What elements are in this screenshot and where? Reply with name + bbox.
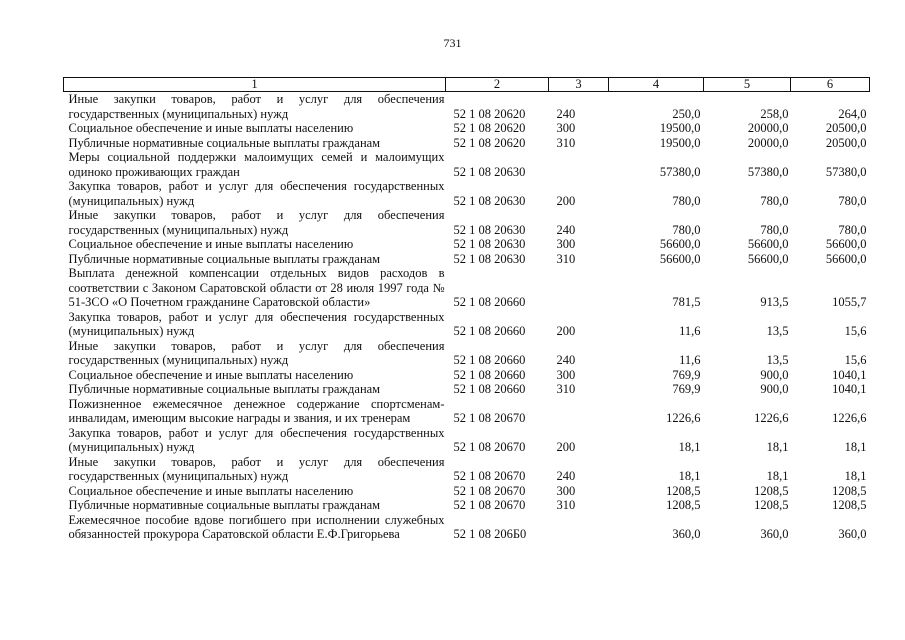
row-value-1-cell: 56600,0 [659, 251, 701, 266]
row-code-cell: 52 1 08 20620 [453, 121, 526, 135]
row-value-1-cell: 769,9 [672, 382, 701, 396]
row-value-1-cell: 360,0 [672, 527, 701, 541]
table-row [64, 498, 870, 513]
row-value-1-cell: 1226,6 [666, 411, 701, 425]
table-row [64, 179, 870, 208]
row-code-cell: 52 1 08 20670 [453, 498, 526, 512]
row-name-cell: Публичные нормативные социальные выплаты гражданам [68, 251, 381, 266]
row-name-cell: Иные закупки товаров, работ и услуг для обеспечения государственных (муниципальных) нужд [68, 338, 445, 367]
row-value-3-cell: 18,1 [844, 469, 867, 483]
row-value-3-cell: 1040,1 [832, 367, 867, 382]
row-type-cell: 200 [556, 193, 576, 208]
row-code-cell: 52 1 08 20630 [453, 164, 526, 179]
row-name-cell: Ежемесячное пособие вдове погибшего при исполнении служебных обязанностей прокурора Саратовской области Е.Ф.Григорьева [68, 512, 445, 541]
table-row [64, 136, 870, 151]
column-header-value-1: 4 [609, 78, 704, 92]
row-value-3-cell: 1208,5 [832, 498, 867, 512]
table-row [64, 513, 870, 542]
row-type-cell: 300 [556, 237, 576, 251]
table-row [64, 484, 870, 499]
column-header-value-2: 5 [704, 78, 791, 92]
row-name-cell: Меры социальной поддержки малоимущих семей и малоимущих одиноко проживающих граждан [68, 150, 445, 179]
row-value-2-cell: 900,0 [760, 382, 789, 396]
row-name-cell: Публичные нормативные социальные выплаты гражданам [68, 382, 381, 396]
row-name-cell: Социальное обеспечение и иные выплаты населению [68, 367, 354, 382]
row-value-3-cell: 1040,1 [832, 382, 867, 396]
row-value-3-cell: 20500,0 [825, 135, 867, 150]
row-name-cell: Иные закупки товаров, работ и услуг для обеспечения государственных (муниципальных) нужд [68, 454, 445, 483]
row-name-cell: Иные закупки товаров, работ и услуг для обеспечения государственных (муниципальных) нужд [68, 92, 445, 121]
row-name-cell: Социальное обеспечение и иные выплаты населению [68, 121, 354, 135]
table-row [64, 150, 870, 179]
row-type-cell: 200 [556, 440, 576, 454]
row-code-cell: 52 1 08 20620 [453, 106, 526, 121]
row-value-2-cell: 18,1 [766, 440, 789, 454]
row-name-cell: Закупка товаров, работ и услуг для обеспечения государственных (муниципальных) нужд [68, 179, 445, 208]
row-value-3-cell: 780,0 [838, 193, 867, 208]
row-type-cell [549, 397, 609, 426]
row-value-1-cell: 1208,5 [666, 483, 701, 498]
row-value-1-cell: 18,1 [678, 440, 701, 454]
row-type-cell: 300 [556, 367, 576, 382]
table-row [64, 455, 870, 484]
row-name-cell: Публичные нормативные социальные выплаты гражданам [68, 498, 381, 512]
row-value-2-cell: 780,0 [760, 193, 789, 208]
row-type-cell: 240 [556, 106, 576, 121]
row-value-2-cell: 258,0 [760, 106, 789, 121]
row-code-cell: 52 1 08 20630 [453, 251, 526, 266]
table-row [64, 237, 870, 252]
row-value-2-cell: 18,1 [766, 469, 789, 483]
row-type-cell: 310 [556, 135, 576, 150]
row-type-cell: 310 [556, 251, 576, 266]
row-name-cell: Публичные нормативные социальные выплаты гражданам [68, 135, 381, 150]
row-value-1-cell: 56600,0 [659, 237, 701, 251]
row-code-cell: 52 1 08 20660 [453, 353, 526, 367]
row-value-2-cell: 1208,5 [754, 483, 789, 498]
row-code-cell: 52 1 08 20670 [453, 440, 526, 454]
row-value-1-cell: 19500,0 [659, 121, 701, 135]
row-value-3-cell: 20500,0 [825, 121, 867, 135]
row-code-cell: 52 1 08 20630 [453, 193, 526, 208]
row-type-cell: 240 [556, 469, 576, 483]
row-value-2-cell: 900,0 [760, 367, 789, 382]
row-value-3-cell: 57380,0 [825, 164, 867, 179]
row-value-3-cell: 1226,6 [832, 411, 867, 425]
row-value-2-cell: 1208,5 [754, 498, 789, 512]
row-value-1-cell: 780,0 [672, 222, 701, 237]
row-value-3-cell: 780,0 [838, 222, 867, 237]
row-code-cell: 52 1 08 20670 [453, 483, 526, 498]
table-row [64, 426, 870, 455]
row-code-cell: 52 1 08 20630 [453, 222, 526, 237]
column-header-type: 3 [549, 78, 609, 92]
row-name-cell: Социальное обеспечение и иные выплаты населению [68, 483, 354, 498]
row-value-3-cell: 15,6 [844, 324, 867, 338]
row-value-2-cell: 13,5 [766, 353, 789, 367]
row-value-1-cell: 57380,0 [659, 164, 701, 179]
row-type-cell [549, 150, 609, 179]
table-row [64, 208, 870, 237]
row-name-cell: Выплата денежной компенсации отдельных видов расходов в соответствии с Законом Саратовской области от 28 июля 1997 года № 51-ЗСО «О Почетном гражданине Саратовской области» [68, 266, 445, 309]
row-value-3-cell: 1208,5 [832, 483, 867, 498]
row-value-2-cell: 360,0 [760, 527, 789, 541]
row-value-1-cell: 781,5 [672, 295, 701, 309]
table-row [64, 310, 870, 339]
row-value-3-cell: 56600,0 [825, 251, 867, 266]
row-code-cell: 52 1 08 206Б0 [453, 527, 527, 541]
column-header-value-3: 6 [791, 78, 870, 92]
row-type-cell: 310 [556, 382, 576, 396]
page-number: 731 [443, 36, 462, 50]
row-code-cell: 52 1 08 20670 [453, 411, 526, 425]
row-value-2-cell: 56600,0 [747, 237, 789, 251]
row-type-cell: 240 [556, 222, 576, 237]
row-value-1-cell: 769,9 [672, 367, 701, 382]
column-header-code: 2 [446, 78, 549, 92]
row-value-3-cell: 15,6 [844, 353, 867, 367]
row-value-2-cell: 57380,0 [747, 164, 789, 179]
table-row [64, 339, 870, 368]
table-row [64, 92, 870, 122]
table-body [64, 92, 870, 542]
table-row [64, 252, 870, 267]
row-type-cell [549, 513, 609, 542]
table-header [64, 78, 870, 92]
row-value-2-cell: 913,5 [760, 295, 789, 309]
row-value-3-cell: 360,0 [838, 527, 867, 541]
row-code-cell: 52 1 08 20630 [453, 237, 526, 251]
row-value-2-cell: 780,0 [760, 222, 789, 237]
row-value-1-cell: 1208,5 [666, 498, 701, 512]
budget-table [63, 77, 870, 542]
row-value-3-cell: 1055,7 [832, 295, 867, 309]
row-value-2-cell: 1226,6 [754, 411, 789, 425]
row-type-cell: 200 [556, 324, 576, 338]
row-value-3-cell: 56600,0 [825, 237, 867, 251]
row-type-cell: 240 [556, 353, 576, 367]
row-value-2-cell: 13,5 [766, 324, 789, 338]
row-value-2-cell: 20000,0 [747, 135, 789, 150]
row-code-cell: 52 1 08 20620 [453, 135, 526, 150]
row-value-1-cell: 780,0 [672, 193, 701, 208]
row-type-cell: 300 [556, 121, 576, 135]
row-value-3-cell: 264,0 [838, 106, 867, 121]
row-code-cell: 52 1 08 20660 [453, 324, 526, 338]
row-code-cell: 52 1 08 20660 [453, 295, 526, 309]
header-row [64, 78, 870, 92]
table-row [64, 382, 870, 397]
row-value-2-cell: 20000,0 [747, 121, 789, 135]
row-code-cell: 52 1 08 20660 [453, 367, 526, 382]
row-value-1-cell: 18,1 [678, 469, 701, 483]
row-value-2-cell: 56600,0 [747, 251, 789, 266]
table-row [64, 121, 870, 136]
column-header-name: 1 [64, 78, 446, 92]
table-row [64, 397, 870, 426]
row-value-1-cell: 11,6 [679, 353, 701, 367]
row-value-1-cell: 250,0 [672, 106, 701, 121]
row-type-cell [549, 266, 609, 310]
row-value-1-cell: 19500,0 [659, 135, 701, 150]
row-code-cell: 52 1 08 20660 [453, 382, 526, 396]
row-name-cell: Пожизненное ежемесячное денежное содержание спортсменам-инвалидам, имеющим высокие награды и звания, и их тренерам [68, 396, 445, 425]
row-value-3-cell: 18,1 [844, 440, 867, 454]
row-value-1-cell: 11,6 [679, 324, 701, 338]
row-name-cell: Социальное обеспечение и иные выплаты населению [68, 237, 354, 251]
row-name-cell: Закупка товаров, работ и услуг для обеспечения государственных (муниципальных) нужд [68, 425, 445, 454]
table-row [64, 368, 870, 383]
row-name-cell: Закупка товаров, работ и услуг для обеспечения государственных (муниципальных) нужд [68, 309, 445, 338]
row-name-cell: Иные закупки товаров, работ и услуг для обеспечения государственных (муниципальных) нужд [68, 208, 445, 237]
row-type-cell: 310 [556, 498, 576, 512]
table-row [64, 266, 870, 310]
row-code-cell: 52 1 08 20670 [453, 469, 526, 483]
row-type-cell: 300 [556, 483, 576, 498]
